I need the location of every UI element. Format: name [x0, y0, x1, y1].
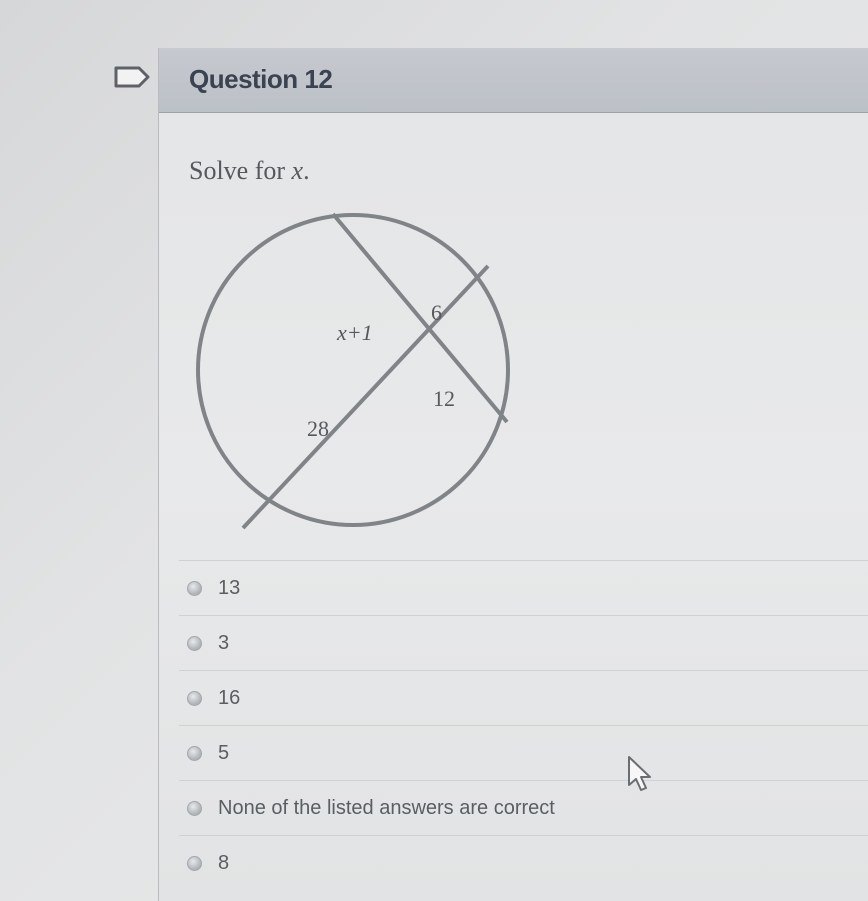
option-label: 8 [218, 851, 230, 874]
option-label: 13 [218, 576, 241, 599]
question-prompt [189, 156, 310, 186]
flag-question-icon[interactable] [113, 66, 151, 88]
label-x-plus-1: x+1 [337, 320, 373, 345]
option-label: 5 [218, 741, 230, 764]
option-label: 3 [218, 631, 230, 654]
answer-option[interactable] [179, 615, 868, 670]
answer-option[interactable] [179, 560, 868, 615]
label-28: 28 [307, 416, 329, 441]
radio-button[interactable] [187, 636, 202, 651]
answer-option[interactable] [179, 835, 868, 890]
radio-button[interactable] [187, 746, 202, 761]
label-6: 6 [431, 300, 442, 325]
prompt-variable: x [291, 156, 304, 185]
answer-option[interactable] [179, 780, 868, 835]
chord-short [333, 214, 507, 422]
circle-chords-diagram [195, 208, 515, 538]
radio-button[interactable] [187, 856, 202, 871]
answer-option[interactable] [179, 725, 868, 780]
question-header [159, 48, 868, 113]
answer-options [179, 560, 868, 890]
mouse-cursor-icon [626, 755, 654, 795]
prompt-end: . [303, 156, 310, 185]
prompt-text: Solve for [189, 156, 292, 185]
radio-button[interactable] [187, 691, 202, 706]
question-panel [158, 48, 868, 901]
option-label: None of the listed answers are correct [218, 796, 555, 819]
label-12: 12 [433, 386, 455, 411]
radio-button[interactable] [187, 801, 202, 816]
option-label: 16 [218, 686, 241, 709]
answer-option[interactable] [179, 670, 868, 725]
question-title: Question 12 [189, 64, 333, 94]
radio-button[interactable] [187, 581, 202, 596]
